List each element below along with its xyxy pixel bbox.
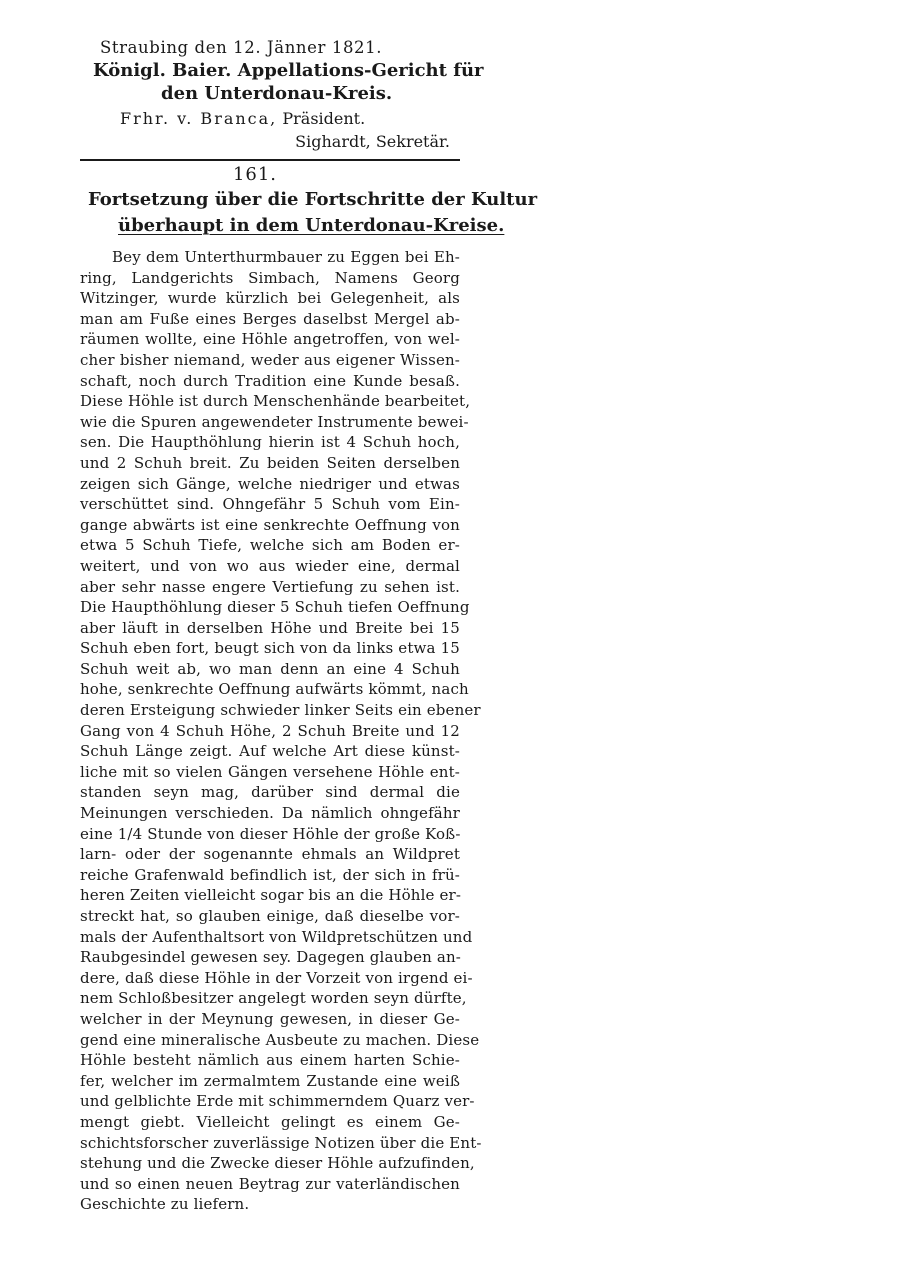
- article-line: Diese Höhle ist durch Menschenhände bearbeitet,: [80, 392, 471, 411]
- article-line: Meinungen verschieden. Da nämlich ohngefähr: [80, 804, 460, 823]
- article-line: verschüttet sind. Ohngefähr 5 Schuh vom Ein-: [80, 495, 460, 514]
- article-line: stehung und die Zwecke dieser Höhle aufzufinden,: [80, 1154, 475, 1173]
- secretary-signature: Sighardt, Sekretär.: [295, 132, 450, 151]
- article-line: weitert, und von wo aus wieder eine, dermal: [80, 556, 460, 575]
- article-line: zeigen sich Gänge, welche niedriger und etwas: [80, 474, 460, 493]
- article-line: sen. Die Haupthöhlung hierin ist 4 Schuh hoch,: [80, 433, 460, 452]
- article-line: Witzinger, wurde kürzlich bei Gelegenheit, als: [80, 289, 460, 308]
- article-line: aber läuft in derselben Höhe und Breite bei 15: [80, 618, 460, 637]
- president-name: Frhr. v. Branca,: [120, 109, 278, 128]
- text-column: [80, 36, 538, 1215]
- article-line: larn- oder der sogenannte ehmals an Wildpret: [80, 845, 460, 864]
- article-line: mengt giebt. Vielleicht gelingt es einem Ge-: [80, 1112, 460, 1131]
- article-line: man am Fuße eines Berges daselbst Mergel ab-: [80, 309, 460, 328]
- article-line: fer, welcher im zermalmtem Zustande eine weiß: [80, 1071, 460, 1090]
- article-title-line-2: überhaupt in dem Unterdonau-Kreise.: [118, 215, 505, 236]
- article-line: gend eine mineralische Ausbeute zu machen. Diese: [80, 1030, 480, 1049]
- article-line: Geschichte zu liefern.: [80, 1195, 250, 1214]
- article-number: 161.: [232, 164, 278, 185]
- article-line: hohe, senkrechte Oeffnung aufwärts kömmt, nach: [80, 680, 469, 699]
- article-line: und 2 Schuh breit. Zu beiden Seiten derselben: [80, 453, 460, 472]
- president-signature: [80, 107, 460, 130]
- dateline: Straubing den 12. Jänner 1821.: [100, 38, 383, 57]
- article-line: Schuh Länge zeigt. Auf welche Art diese künst-: [80, 742, 460, 761]
- article-line: wie die Spuren angewendeter Instrumente bewei-: [80, 412, 469, 431]
- article-line: Bey dem Unterthurmbauer zu Eggen bei Eh-: [112, 248, 460, 266]
- article-line: Gang von 4 Schuh Höhe, 2 Schuh Breite und 12: [80, 721, 460, 740]
- article-line: nem Schloßbesitzer angelegt worden seyn dürfte,: [80, 989, 467, 1008]
- article-line: standen seyn mag, darüber sind dermal die: [80, 783, 460, 802]
- president-title: Präsident.: [282, 109, 366, 128]
- article-line: gange abwärts ist eine senkrechte Oeffnung von: [80, 515, 460, 534]
- article-line: Die Haupthöhlung dieser 5 Schuh tiefen Oeffnung: [80, 598, 470, 617]
- article-line: Höhle besteht nämlich aus einem harten Schie-: [80, 1051, 460, 1070]
- article-line: heren Zeiten vielleicht sogar bis an die Höhle er-: [80, 886, 462, 905]
- article-line: eine 1/4 Stunde von dieser Höhle der große Koß-: [80, 824, 461, 843]
- article-line: Raubgesindel gewesen sey. Dagegen glauben an-: [80, 948, 462, 967]
- article-line: räumen wollte, eine Höhle angetroffen, von wel-: [80, 330, 460, 349]
- article-line: etwa 5 Schuh Tiefe, welche sich am Boden er-: [80, 536, 460, 555]
- article-line: liche mit so vielen Gängen versehene Höhle ent-: [80, 762, 460, 781]
- article-line: schaft, noch durch Tradition eine Kunde besaß.: [80, 371, 460, 390]
- article-line: welcher in der Meynung gewesen, in dieser Ge-: [80, 1009, 460, 1028]
- article-body: [80, 247, 482, 1215]
- article-line: cher bisher niemand, weder aus eigener Wissen-: [80, 350, 460, 369]
- article-line: mals der Aufenthaltsort von Wildpretschützen und: [80, 927, 473, 946]
- article-line: deren Ersteigung schwieder linker Seits ein ebener: [80, 701, 481, 720]
- article-line: und so einen neuen Beytrag zur vaterländischen: [80, 1174, 460, 1193]
- court-name-line-1: Königl. Baier. Appellations-Gericht für: [93, 60, 484, 81]
- article-line: streckt hat, so glauben einige, daß dieselbe vor-: [80, 907, 460, 925]
- article-line: dere, daß diese Höhle in der Vorzeit von irgend ei-: [80, 968, 473, 987]
- article-line: und gelblichte Erde mit schimmerndem Quarz ver-: [80, 1092, 475, 1111]
- article-title-line-1: Fortsetzung über die Fortschritte der Kultur: [88, 189, 538, 210]
- section-divider: [80, 159, 460, 161]
- article-line: Schuh weit ab, wo man denn an eine 4 Schuh: [80, 659, 460, 678]
- article-line: aber sehr nasse engere Vertiefung zu sehen ist.: [80, 577, 460, 596]
- article-line: Schuh eben fort, beugt sich von da links etwa 15: [80, 639, 460, 658]
- article-line: ring, Landgerichts Simbach, Namens Georg: [80, 268, 460, 287]
- court-name-line-2: den Unterdonau-Kreis.: [161, 83, 393, 104]
- article-line: schichtsforscher zuverlässige Notizen über die Ent-: [80, 1133, 482, 1152]
- article-line: reiche Grafenwald befindlich ist, der sich in frü-: [80, 865, 460, 884]
